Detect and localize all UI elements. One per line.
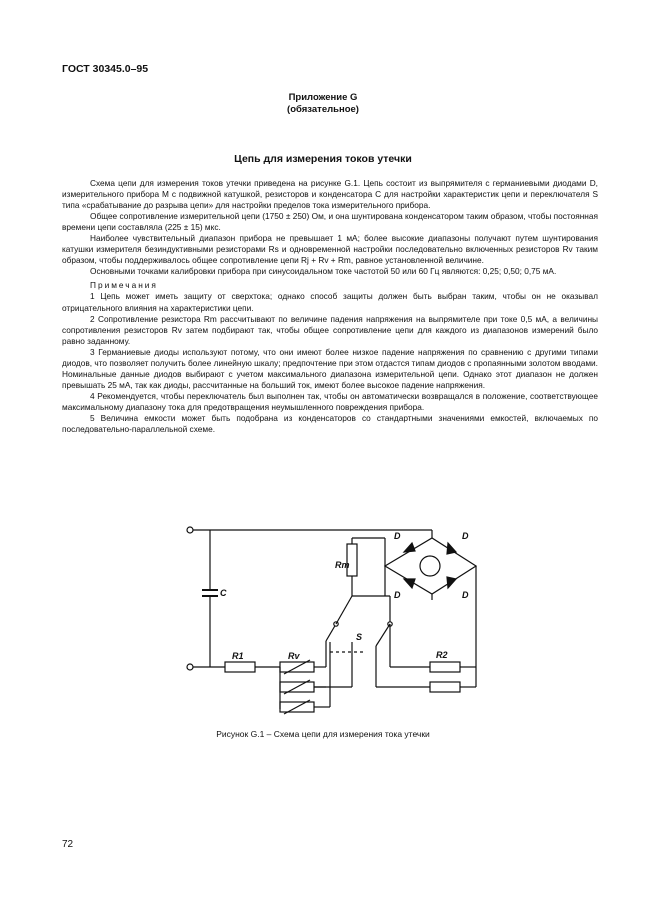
label-r1: R1 (232, 651, 244, 661)
meter-icon (420, 556, 440, 576)
paragraph: Основными точками калибровки прибора при синусоидальном токе частотой 50 или 60 Гц являются: 0,25; 0,50; 0,75 мА. (90, 266, 557, 277)
note: 4 Рекомендуется, чтобы переключатель был выполнен так, чтобы он автоматически возвращался в положение, соответствующее максимальному диапазону тока для предотвращения неумышленного повреждения прибора. (62, 390, 598, 412)
body-text (62, 178, 598, 435)
label-d1: D (394, 531, 401, 541)
terminal-top (187, 527, 193, 533)
appendix-status: (обязательное) (287, 104, 359, 115)
circuit-diagram (180, 516, 480, 721)
label-c: C (220, 588, 227, 598)
standard-number: ГОСТ 30345.0–95 (62, 63, 149, 75)
terminal-bottom (187, 664, 193, 670)
paragraph: Наиболее чувствительный диапазон прибора не превышает 1 мА; более высокие диапазоны получают путем шунтирования катушки измерителя безиндуктивными резисторами Rs и одновременной настройки последовательно включенных резисторов Rv таким образом, чтобы поддерживалось общее сопротивление цепи Rj + Rv + Rm, равное установленной величине. (62, 233, 598, 266)
note: 2 Сопротивление резистора Rm рассчитывают по величине падения напряжения на выпрямителе при токе 0,5 мА, а величины сопротивления резисторов Rv затем подбирают так, чтобы общее сопротивление цепи для каждого из диапазонов измерений было равно заданному. (62, 313, 598, 346)
label-s: S (356, 632, 363, 642)
section-title: Цепь для измерения токов утечки (234, 153, 412, 165)
page-number: 72 (62, 839, 74, 850)
label-d3: D (394, 590, 401, 600)
label-rv: Rv (288, 651, 300, 661)
paragraph: Общее сопротивление измерительной цепи (1750 ± 250) Ом, и она шунтирована конденсатором таким образом, чтобы постоянная времени цепи составляла (225 ± 15) мкс. (62, 211, 598, 233)
note: 3 Германиевые диоды используют потому, что они имеют более низкое падение напряжения по сравнению с другими типами диодов, что позволяет получить более линейную шкалу; предпочтение при этом отдастся типам диодов с пропаянными золотом вводами. Номинальные данные диодов выбирают с учетом максимального диапазона измерительной цепи. Однако этот диапазон не должен превышать 25 мА, так как диоды, рассчитанные на больший ток, имеют более высокое падение напряжения. (62, 346, 598, 390)
label-r2: R2 (436, 650, 448, 660)
label-d4: D (462, 590, 469, 600)
note: 5 Величина емкости может быть подобрана из конденсаторов со стандартными значениями емкостей, включаемых по последовательно-параллельной схеме. (62, 412, 598, 435)
notes-heading: Примечания (90, 280, 158, 291)
note: 1 Цепь может иметь защиту от сверхтока; однако способ защиты должен быть выбран таким, чтобы он не оказывал отрицательного влияния на характеристики цепи. (62, 291, 598, 313)
paragraph: Схема цепи для измерения токов утечки приведена на рисунке G.1. Цепь состоит из выпрямителя с германиевыми диодами D, измерительного прибора М с подвижной катушкой, резисторов и конденсатора С для настройки характеристик цепи и переключателя S типа «срабатывание до разрыва цепи» для настройки пределов тока измерительного прибора. (62, 178, 598, 211)
figure-caption: Рисунок G.1 – Схема цепи для измерения тока утечки (216, 729, 430, 739)
label-rm: Rm (335, 560, 350, 570)
label-d2: D (462, 531, 469, 541)
appendix-heading (0, 92, 646, 116)
appendix-label: Приложение G (288, 92, 358, 103)
